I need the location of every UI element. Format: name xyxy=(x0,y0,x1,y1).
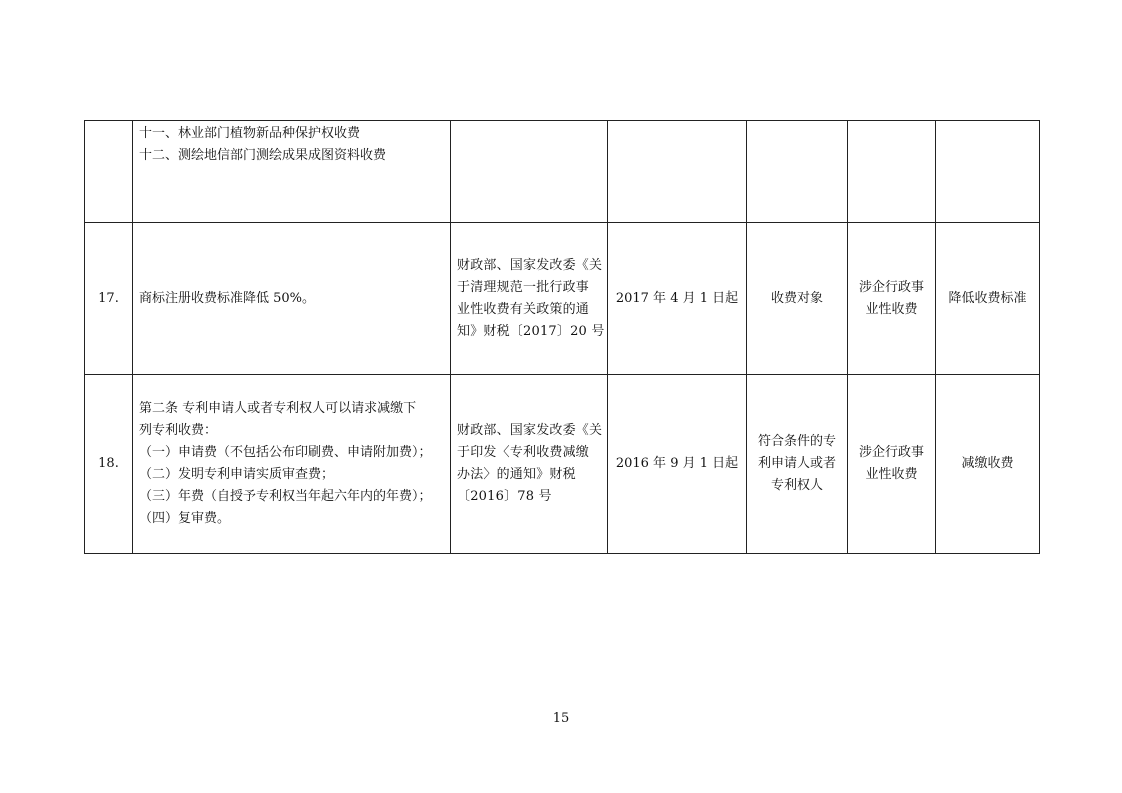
target-object-cell xyxy=(747,223,848,375)
basis-line: 业性收费有关政策的通 xyxy=(457,301,590,317)
content-line: （四）复审费。 xyxy=(139,511,231,526)
basis-line: 办法〉的通知》财税 xyxy=(457,467,576,482)
target-object-cell xyxy=(747,375,848,554)
object-line: 收费对象 xyxy=(770,290,823,306)
target-object-cell xyxy=(747,121,848,223)
effective-date-cell: 2016 年 9 月 1 日起 xyxy=(608,375,747,554)
table-row xyxy=(85,121,1040,223)
basis-line: 财政部、国家发改委《关 xyxy=(457,257,603,273)
table-row xyxy=(85,223,1040,375)
type-line: 业性收费 xyxy=(865,467,918,482)
type-line: 涉企行政事 xyxy=(858,279,924,295)
effective-date-cell: 2017 年 4 月 1 日起 xyxy=(608,223,747,375)
content-line: （一）申请费（不包括公布印刷费、申请附加费）； xyxy=(139,445,432,460)
row-number-cell: 17. xyxy=(85,223,133,375)
content-line: 商标注册收费标准降低 50%。 xyxy=(139,290,316,306)
content-line: 十一、林业部门植物新品种保护权收费 xyxy=(139,126,361,141)
object-line: 符合条件的专 xyxy=(757,434,836,449)
fee-policy-table xyxy=(84,120,1040,554)
content-line: 第二条 专利申请人或者专利权人可以请求减缴下 xyxy=(139,401,417,416)
type-line: 涉企行政事 xyxy=(858,445,924,460)
table-row xyxy=(85,375,1040,554)
basis-line: 知》财税〔2017〕20 号 xyxy=(457,323,605,339)
basis-line: 〔2016〕78 号 xyxy=(457,489,552,504)
content-line: （三）年费（自授予专利权当年起六年内的年费）； xyxy=(139,489,432,504)
policy-basis-cell xyxy=(451,375,608,554)
reduction-mode-cell xyxy=(936,121,1040,223)
effective-date-cell xyxy=(608,121,747,223)
policy-basis-cell xyxy=(451,223,608,375)
policy-content-cell xyxy=(133,223,451,375)
basis-line: 财政部、国家发改委《关 xyxy=(457,423,603,438)
row-number-cell: 18. xyxy=(85,375,133,554)
object-line: 专利权人 xyxy=(770,478,823,493)
fee-type-cell xyxy=(848,375,936,554)
basis-line: 于印发〈专利收费减缴 xyxy=(457,445,590,460)
policy-content-cell xyxy=(133,375,451,554)
content-line: 十二、测绘地信部门测绘成果成图资料收费 xyxy=(139,148,387,163)
type-line: 业性收费 xyxy=(865,301,918,317)
fee-type-cell xyxy=(848,223,936,375)
row-number-cell xyxy=(85,121,133,223)
basis-line: 于清理规范一批行政事 xyxy=(457,279,590,295)
fee-type-cell xyxy=(848,121,936,223)
policy-content-cell xyxy=(133,121,451,223)
page-number: 15 xyxy=(552,711,570,726)
content-line: 列专利收费： xyxy=(139,423,218,438)
reduction-mode-cell: 降低收费标准 xyxy=(936,223,1040,375)
reduction-mode-cell: 减缴收费 xyxy=(936,375,1040,554)
policy-basis-cell xyxy=(451,121,608,223)
content-line: （二）发明专利申请实质审查费； xyxy=(139,467,335,482)
object-line: 利申请人或者 xyxy=(757,456,836,471)
